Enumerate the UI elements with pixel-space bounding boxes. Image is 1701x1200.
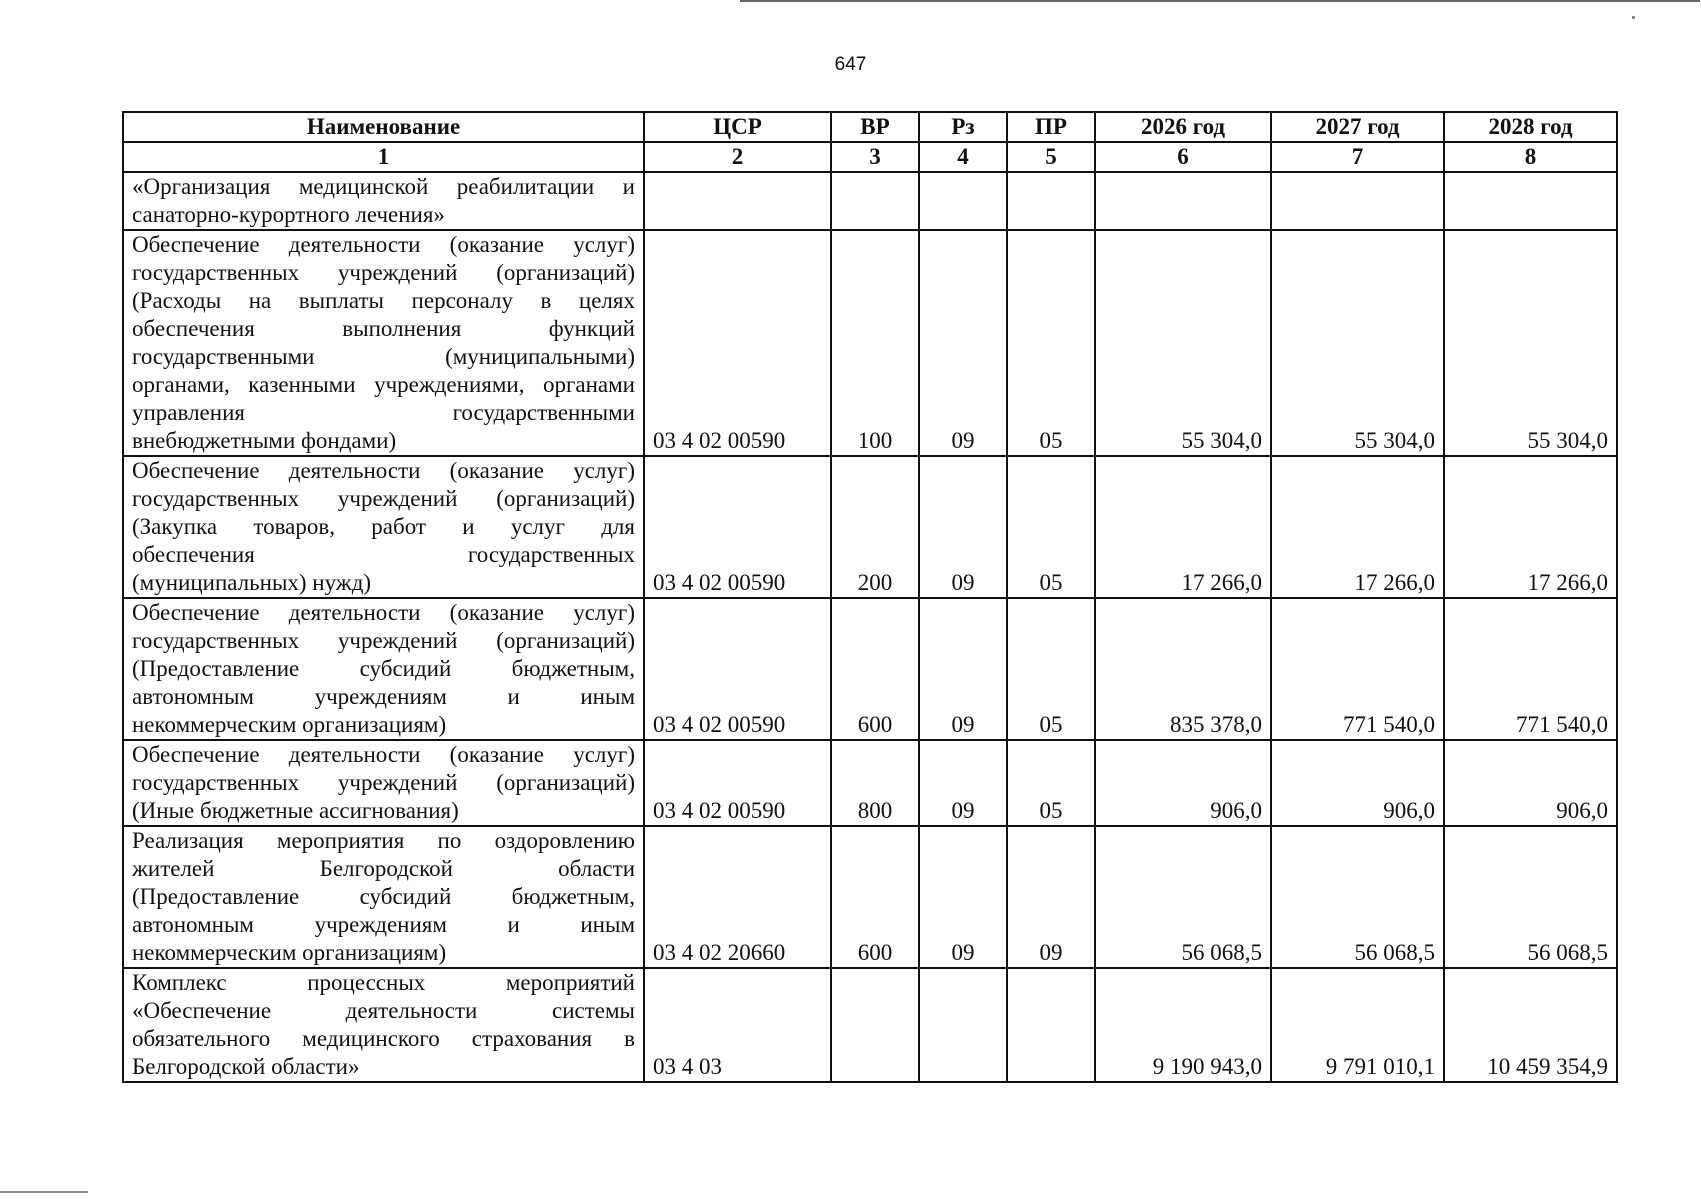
column-number: 7 (1271, 142, 1444, 172)
name-line: (Расходы на выплаты персоналу в целях (132, 288, 635, 313)
cell-pr: 05 (1007, 230, 1095, 456)
cell-2028: 906,0 (1444, 740, 1617, 826)
cell-rz (919, 968, 1007, 1082)
column-number: 1 (123, 142, 644, 172)
cell-rz: 09 (919, 826, 1007, 968)
table-row (123, 968, 1617, 1082)
cell-rz (919, 172, 1007, 230)
name-line: некоммерческим организациям) (132, 712, 447, 737)
column-number: 3 (831, 142, 919, 172)
cell-2028: 771 540,0 (1444, 598, 1617, 740)
name-line: Обеспечение деятельности (оказание услуг) (132, 232, 635, 257)
cell-vr (831, 172, 919, 230)
name-line: (муниципальных) нужд) (132, 570, 372, 595)
name-line: Реализация мероприятия по оздоровлению (132, 828, 635, 853)
header-2027: 2027 год (1271, 112, 1444, 142)
cell-pr: 09 (1007, 826, 1095, 968)
name-line: Обеспечение деятельности (оказание услуг) (132, 600, 635, 625)
cell-pr: 05 (1007, 740, 1095, 826)
table-row (123, 598, 1617, 740)
header-pr: ПР (1007, 112, 1095, 142)
table-row (123, 230, 1617, 456)
page-number: 647 (834, 54, 867, 75)
header-vr: ВР (831, 112, 919, 142)
header-2026: 2026 год (1095, 112, 1271, 142)
name-line: Белгородской области» (132, 1054, 360, 1079)
cell-2027: 55 304,0 (1271, 230, 1444, 456)
cell-name (123, 740, 644, 826)
cell-csr: 03 4 02 00590 (644, 456, 831, 598)
name-line: государственными (муниципальными) (132, 344, 635, 369)
name-line: Обеспечение деятельности (оказание услуг) (132, 458, 635, 483)
cell-vr: 600 (831, 598, 919, 740)
cell-2028 (1444, 172, 1617, 230)
cell-csr: 03 4 02 20660 (644, 826, 831, 968)
cell-name (123, 456, 644, 598)
cell-rz: 09 (919, 456, 1007, 598)
cell-2026: 835 378,0 (1095, 598, 1271, 740)
name-line: государственных учреждений (организаций) (132, 628, 635, 653)
column-number: 6 (1095, 142, 1271, 172)
cell-2028: 17 266,0 (1444, 456, 1617, 598)
column-number: 8 (1444, 142, 1617, 172)
cell-2026: 55 304,0 (1095, 230, 1271, 456)
cell-2028: 56 068,5 (1444, 826, 1617, 968)
cell-pr (1007, 172, 1095, 230)
name-line: Обеспечение деятельности (оказание услуг) (132, 742, 635, 767)
cell-2028: 55 304,0 (1444, 230, 1617, 456)
cell-vr: 800 (831, 740, 919, 826)
name-line: обязательного медицинского страхования в (132, 1026, 635, 1051)
cell-pr (1007, 968, 1095, 1082)
cell-2026: 17 266,0 (1095, 456, 1271, 598)
name-line: государственных учреждений (организаций) (132, 770, 635, 795)
header-rz: Рз (919, 112, 1007, 142)
cell-2027: 906,0 (1271, 740, 1444, 826)
cell-vr: 200 (831, 456, 919, 598)
name-line: обеспечения государственных (132, 542, 635, 567)
cell-csr: 03 4 02 00590 (644, 230, 831, 456)
cell-2028: 10 459 354,9 (1444, 968, 1617, 1082)
cell-rz: 09 (919, 230, 1007, 456)
name-line: (Предоставление субсидий бюджетным, (132, 884, 635, 909)
name-line: государственных учреждений (организаций) (132, 486, 635, 511)
cell-csr: 03 4 03 (644, 968, 831, 1082)
table-row (123, 826, 1617, 968)
header-2028: 2028 год (1444, 112, 1617, 142)
name-line: жителей Белгородской области (132, 856, 635, 881)
table-head (123, 112, 1617, 172)
table-row (123, 740, 1617, 826)
cell-pr: 05 (1007, 456, 1095, 598)
column-number: 4 (919, 142, 1007, 172)
table-body (123, 172, 1617, 1082)
name-line: органами, казенными учреждениями, органами (132, 372, 635, 397)
name-line: автономным учреждениям и иным (132, 684, 635, 709)
scan-edge-bottom (0, 1191, 88, 1193)
name-line: обеспечения выполнения функций (132, 316, 635, 341)
name-line: санаторно-курортного лечения» (132, 202, 445, 227)
cell-name (123, 172, 644, 230)
name-line: (Закупка товаров, работ и услуг для (132, 514, 635, 539)
cell-csr: 03 4 02 00590 (644, 740, 831, 826)
name-line: «Организация медицинской реабилитации и (132, 174, 635, 199)
scan-edge-top (740, 0, 1700, 2)
cell-2027: 9 791 010,1 (1271, 968, 1444, 1082)
cell-name (123, 230, 644, 456)
name-line: (Предоставление субсидий бюджетным, (132, 656, 635, 681)
name-line: внебюджетными фондами) (132, 428, 397, 453)
cell-vr (831, 968, 919, 1082)
name-line: Комплекс процессных мероприятий (132, 970, 635, 995)
name-line: государственных учреждений (организаций) (132, 260, 635, 285)
cell-2027 (1271, 172, 1444, 230)
name-line: (Иные бюджетные ассигнования) (132, 798, 459, 823)
header-name: Наименование (123, 112, 644, 142)
cell-2026 (1095, 172, 1271, 230)
cell-2027: 17 266,0 (1271, 456, 1444, 598)
table-row (123, 456, 1617, 598)
cell-name (123, 968, 644, 1082)
cell-rz: 09 (919, 740, 1007, 826)
header-csr: ЦСР (644, 112, 831, 142)
cell-2026: 906,0 (1095, 740, 1271, 826)
budget-table (122, 111, 1618, 1083)
table-row (123, 172, 1617, 230)
name-line: управления государственными (132, 400, 635, 425)
cell-2026: 56 068,5 (1095, 826, 1271, 968)
column-number-row (123, 142, 1617, 172)
header-row (123, 112, 1617, 142)
cell-2026: 9 190 943,0 (1095, 968, 1271, 1082)
name-line: автономным учреждениям и иным (132, 912, 635, 937)
name-line: «Обеспечение деятельности системы (132, 998, 635, 1023)
cell-csr: 03 4 02 00590 (644, 598, 831, 740)
column-number: 2 (644, 142, 831, 172)
cell-rz: 09 (919, 598, 1007, 740)
cell-name (123, 598, 644, 740)
cell-2027: 771 540,0 (1271, 598, 1444, 740)
cell-csr (644, 172, 831, 230)
cell-name (123, 826, 644, 968)
cell-vr: 600 (831, 826, 919, 968)
cell-2027: 56 068,5 (1271, 826, 1444, 968)
name-line: некоммерческим организациям) (132, 940, 447, 965)
cell-pr: 05 (1007, 598, 1095, 740)
cell-vr: 100 (831, 230, 919, 456)
column-number: 5 (1007, 142, 1095, 172)
scan-speck (1632, 16, 1635, 19)
